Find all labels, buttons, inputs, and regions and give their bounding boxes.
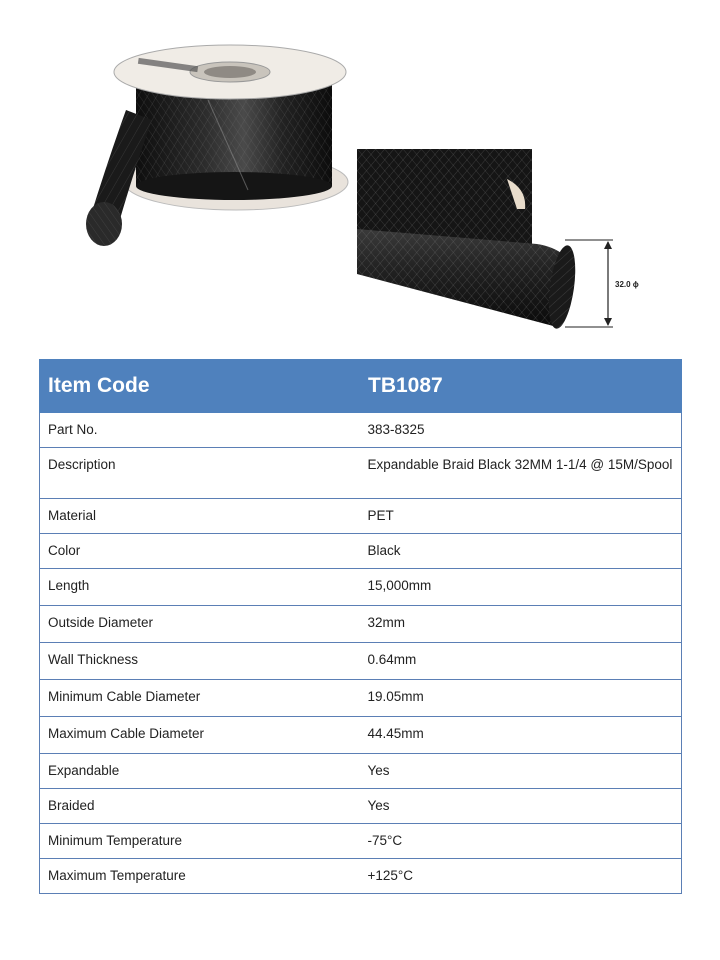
- table-row: [40, 643, 682, 680]
- row-value: Yes: [360, 789, 682, 824]
- row-value: 19.05mm: [360, 680, 682, 717]
- row-value: Black: [360, 534, 682, 569]
- table-row: [40, 789, 682, 824]
- spool-product-photo: [78, 40, 354, 262]
- row-value: -75°C: [360, 824, 682, 859]
- table-row: [40, 413, 682, 448]
- table-row: [40, 499, 682, 534]
- table-row: [40, 534, 682, 569]
- table-row: [40, 717, 682, 754]
- row-value: +125°C: [360, 859, 682, 894]
- spec-table: [39, 359, 682, 894]
- row-label: Part No.: [40, 413, 360, 448]
- row-label: Maximum Cable Diameter: [40, 717, 360, 754]
- row-value: Yes: [360, 754, 682, 789]
- row-value: 0.64mm: [360, 643, 682, 680]
- diameter-label: 32.0 ϕ: [615, 280, 639, 289]
- table-row: [40, 606, 682, 643]
- table-row: [40, 824, 682, 859]
- row-value: 32mm: [360, 606, 682, 643]
- braid-closeup-photo: [357, 149, 657, 335]
- row-label: Maximum Temperature: [40, 859, 360, 894]
- row-label: Expandable: [40, 754, 360, 789]
- table-row: [40, 859, 682, 894]
- row-label: Outside Diameter: [40, 606, 360, 643]
- item-code-value: TB1087: [360, 360, 682, 413]
- row-label: Description: [40, 448, 360, 499]
- item-code-label: Item Code: [40, 360, 360, 413]
- table-row: [40, 754, 682, 789]
- row-value: PET: [360, 499, 682, 534]
- row-label: Minimum Temperature: [40, 824, 360, 859]
- spec-header: [40, 360, 682, 413]
- row-value: Expandable Braid Black 32MM 1-1/4 @ 15M/Spool: [360, 448, 682, 499]
- row-label: Braided: [40, 789, 360, 824]
- table-row: [40, 569, 682, 606]
- row-label: Color: [40, 534, 360, 569]
- row-value: 15,000mm: [360, 569, 682, 606]
- row-value: 383-8325: [360, 413, 682, 448]
- row-label: Minimum Cable Diameter: [40, 680, 360, 717]
- row-label: Material: [40, 499, 360, 534]
- diameter-dimension: [565, 240, 639, 327]
- table-row: [40, 680, 682, 717]
- row-label: Length: [40, 569, 360, 606]
- row-value: 44.45mm: [360, 717, 682, 754]
- table-row: [40, 448, 682, 499]
- row-label: Wall Thickness: [40, 643, 360, 680]
